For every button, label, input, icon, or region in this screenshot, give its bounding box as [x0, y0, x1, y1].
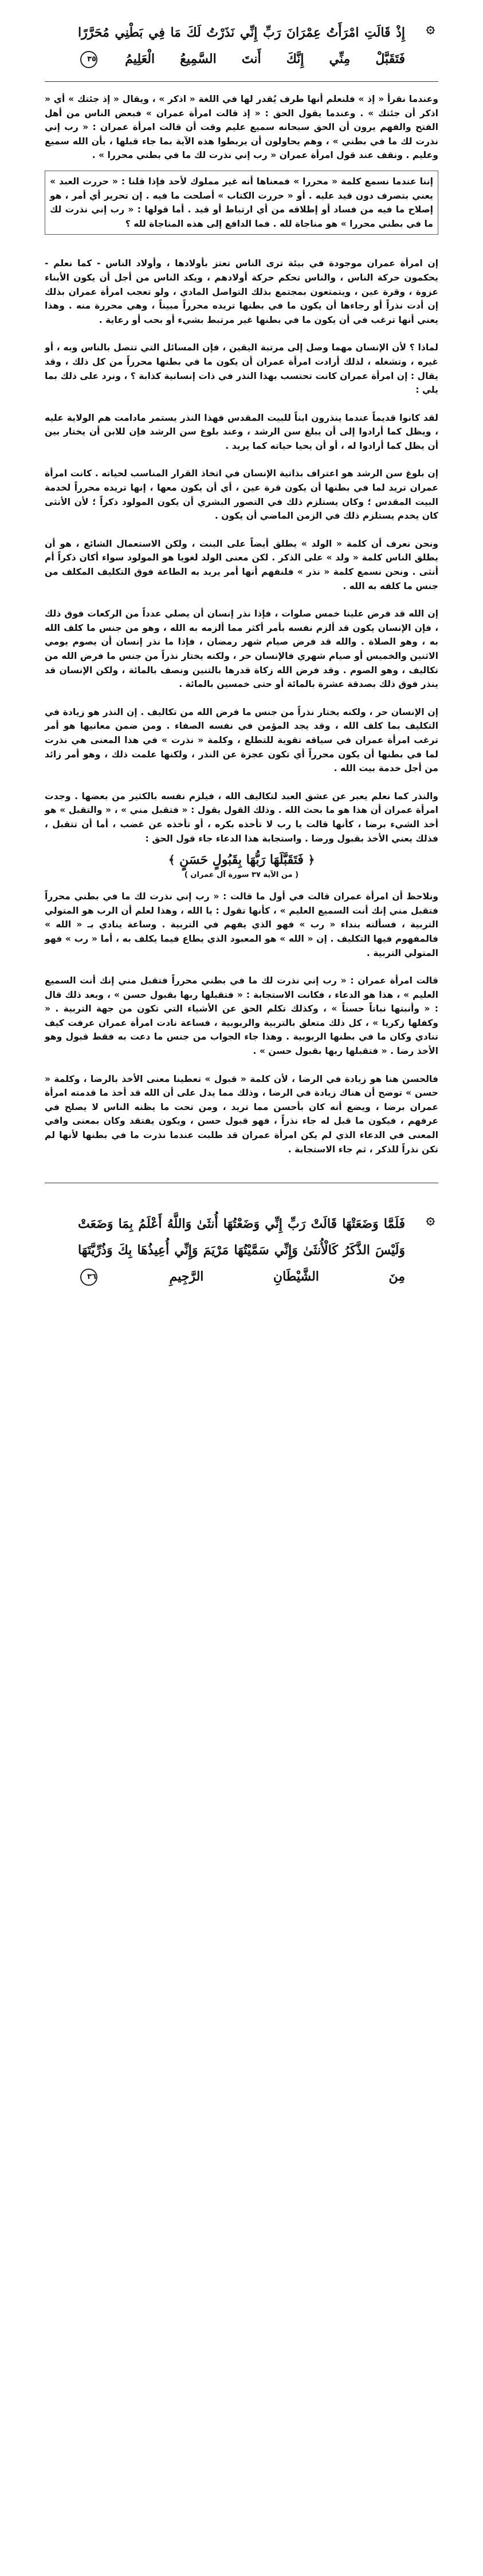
- paragraph: لقد كانوا قديماً عندما ينذرون ابناً للبيت المقدس فهذا النذر يستمر مادامت هم الولاية عليه ، ويظل كما أرادوا إلى أن يبلغ سن الرشد ، وعند بلوغ سن الرشد فإن للابن أن يختار بين أن يظل كما أرادوا له ، أو أن يحيا حياته كما يريد .: [45, 412, 438, 451]
- paragraph: قالت امرأة عمران : « رب إني نذرت لك ما في بطني محرراً فتقبل مني إنك أنت السميع العليم » ، هذا هو الدعاء ، فكانت الاستجابة : « فتقبلها ربها بقبول حسن » ، وبعد ذلك قال : « وأنبتها نباتاً حسناً » ، وكذلك تكلم الحق عن الأشياء التي تكون من جهة التربية . « وكفلها زكريا » ، كل ذلك متعلق بالتربية والربوبية ، فساعة نادت امرأة عمران عرفت كيف تنادي وكان ما في بطنها الربوبية . وهذا جاء الجواب من جنس ما دعت به فقط قبول وهو الأخذ رضا . « فتقبلها ربها بقبول حسن » .: [45, 975, 438, 1057]
- separator-line: [45, 81, 438, 82]
- verse-35-block: [45, 19, 438, 72]
- verse-text: فَلَمَّا وَضَعَتْهَا قَالَتْ رَبِّ إِنِّي وَضَعْتُهَا أُنثَىٰ وَاللَّهُ أَعْلَمُ بِمَا وَضَعَتْ وَلَيْسَ الذَّكَرُ كَالْأُنثَىٰ وَإِنِّي سَمَّيْتُهَا مَرْيَمَ وَإِنِّي أُعِيذُهَا بِكَ وَذُرِّيَّتَهَا مِنَ الشَّيْطَانِ الرَّجِيمِ: [78, 1216, 405, 1285]
- quoted-verse-text: فَتَقَبَّلَهَا رَبُّهَا بِقَبُولٍ حَسَنٍ: [179, 852, 304, 868]
- paragraph: والنذر كما نعلم يعبر عن عشق العبد لتكاليف الله ، فيلزم نفسه بالكثير من بعضها . وجدت امرأة عمران أن هذا هو ما بحث الله . وذلك القول يقول : « فتقبل مني » ، « والتقبل » هو أخذ الشيء برضا ، كأنها قالت يا رب لا تأخذه بكره ، أو تأخذه عن غضب ، أما أن تتقبل ، فذلك يعني الأخذ بقبول ورضا . واستجابة هذا الدعاء جاء قول الحق :: [45, 791, 438, 844]
- verse-reference: ( من الآية ٣٧ سورة آل عمران ): [184, 871, 299, 880]
- ornament-icon: ﴿: [308, 853, 315, 867]
- paragraph: إن امرأة عمران موجودة في بيئة ترى الناس تعتز بأولادها ، وأولاد الناس - كما نعلم - يحكمون حركة الناس ، والناس تحكم حركة أولادهم ، ويكد الناس من أجل أن يكون الأبناء عزوة ، وقرة عين ، ويتمتعون بمجتمع بذلك التواصل المادي ، ولو تعجب امرأة عمران بذلك إن أدت نذراً أو رجاءها أن يكون ما في بطنها تريده محرراً مبيناً ، وهي محررة منه . وهذا يعني أنها ترغب في أن يكون ما في بطنها غير مرتبط بشيء أو بحب أو رعاية .: [45, 258, 438, 325]
- paragraph: إننا عندما نسمع كلمة « محررا » فمعناها أنه غير مملوك لأحد فإذا قلنا : « حررت العبد » يعني بتصرف دون قيد عليه . أو « حررت الكتاب » أصلحت ما فيه . إن تحرير أي أمر ، هو إصلاح ما فيه من فساد أو إطلاقه من أي ارتباط أو قيد . أما قولها : « رب إني نذرت لك ما في بطني محررا » هو مناجاة لله . فما الدافع إلى هذه المناجاة لله ؟: [50, 176, 433, 229]
- ayah-number-badge: ٣٦: [80, 1269, 97, 1286]
- ornament-icon: ﴾: [168, 853, 175, 867]
- boxed-paragraph: [45, 171, 438, 235]
- verse-text: إِذْ قَالَتِ امْرَأَتُ عِمْرَانَ رَبِّ إِنِّي نَذَرْتُ لَكَ مَا فِي بَطْنِي مُحَرَّرًا فَتَقَبَّلْ مِنِّي إِنَّكَ أَنتَ السَّمِيعُ الْعَلِيمُ: [78, 25, 405, 66]
- paragraph: لماذا ؟ لأن الإنسان مهما وصل إلى مرتبة اليقين ، فإن المسائل التي تتصل بالناس وبه ، أو غيره ، وتشغله ، لذلك أرادت امرأة عمران أن يكون ما في بطنها محرراً من كل ذلك ، وقد يقال : إن امرأة عمران كانت تحتسب بهذا النذر في ذات إنسانية كذابة ؟ ، ونرد على ذلك بما يلي :: [45, 342, 438, 396]
- paragraph: فالحسن هنا هو زيادة في الرضا ، لأن كلمة « قبول » تعطينا معنى الأخذ بالرضا ، وكلمة « حسن » توضح أن هناك زيادة في الرضا ، وذلك مما يدل على أن الله قد أخذ ما قدمته امرأة عمران برضا ، ويضع أنه كان بأحسن مما تريد ، ومن تحت ما يظنه الناس لا يصلح في عرفهم ، فيكون ما قبل له جاء نذراً ، فهو قبول حسن ، ويكون يفتقد وكان بمعنى وافي المعنى في الدعاء الذي لم يكن امرأة عمران قد طلبت عندما نذرت ما في بطنها لأنها لم تكن نذراً للذكر ، ثم جاء الاستجابة .: [45, 1073, 438, 1155]
- quoted-verse: [45, 852, 438, 867]
- paragraph: ونحن نعرف أن كلمة « الولد » يطلق أيضاً على البنت ، ولكن الاستعمال الشائع ، هو أن يطلق الناس كلمة « ولد » على الذكر . لكن معنى الولد لغويا هو المولود سواء أكان ذكراً أم أنثى . ونحن نسمع كلمة « نذر » فلنفهم أنها أمر يريد به الطاعة فوق التكليف المكلف من جنس ما كلفه به الله .: [45, 538, 438, 591]
- ayah-number-badge: ٣٥: [80, 51, 97, 68]
- paragraph: ونلاحظ أن امرأة عمران قالت في أول ما قالت : « رب إني نذرت لك ما في بطني محرراً فتقبل مني إنك أنت السميع العليم » ، كأنها تقول : يا الله ، وهذا لعلم أن الرب هو المتولي التربية ، فسألته بنداء « رب » فهو الذي يفهم في التربية . وساعة ينادي بـ « الله » فالمفهوم فيها التكليف . إن « الله » هو المعبود الذي يطاع فيما يكلف به ، أما « رب » فهو المتولي التربية .: [45, 891, 438, 958]
- paragraph: وعندما نقرأ « إذ » فلنعلم أنها طرف يُقدر لها في اللغة « اذكر » ، ويقال « إذ جئتك » أي « اذكر أن جئتك » . وعندما يقول الحق : « إذ قالت امرأة عمران » فبعض الناس من أهل الفتح والفهم يرون أن الحق سبحانه سميع عليم وقت أن قالت امرأة عمران : « رب إني نذرت لك ما في بطني » ، وهم يحاولون أن يربطوا هذه الآية بما جاء قبلها ، بأن الله سميع وعليم . ونقف عند قول امرأة عمران « رب إني نذرت لك ما في بطني محررا » .: [45, 94, 438, 161]
- verse-36-block: [45, 1211, 438, 1290]
- ornament-icon: ۞: [426, 1211, 435, 1228]
- paragraph: إن الإنسان حر ، ولكنه يختار نذراً من جنس ما فرض الله من تكاليف . إن النذر هو زيادة في التكليف بما كلف الله ، وقد يجد المؤمن في نفسه الصفاء . ومن ضمن معانيها هو أمر ترغب امرأة عمران في سياقه تقوية للتطلع ، وكلمة « نذرت » في هذا المعنى هي نذرت لما في بطنها أن يكون محرراً أي تكون عجزة عن النذر ، ولكنها علمت ذلك ، وهو أمر زائد من أجل خدمة بيت الله .: [45, 706, 438, 774]
- paragraph: إن الله قد فرض علينا خمس صلوات ، فإذا نذر إنسان أن يصلي عدداً من الركعات فوق ذلك ، فإن الإنسان يكون قد ألزم نفسه بأمر أكثر مما ألزمه به الله ، وهو من جنس ما كلف الله به ، وهو الصلاة . والله قد فرض صيام شهر رمضان ، فإذا ما نذر إنسان أن يصوم يومي الاثنين والخميس أو صيام شهري فالإنسان حر ، ولكنه يختار نذراً من جنس ما فرض الله من تكاليف ، وهو الصوم . وقد فرض الله زكاة قدرها بالتنين ونصف بالمائة ، ولكن الإنسان قد ينذر فوق ذلك بصدقة عشرة بالمائة أو حتى خمسين بالمائة .: [45, 609, 438, 690]
- ornament-icon: ۞: [426, 19, 435, 37]
- paragraph: إن بلوغ سن الرشد هو اعتراف بذاتية الإنسان في اتخاذ القرار المناسب لحياته . كانت امرأة عمران تريد لما في بطنها أن يكون قرة عين ، أي أن يكون معها ، إنها تريده محرراً لخدمة البيت المقدس ؛ وكان يستلزم ذلك في التصور البشري أن يكون المولود ذكراً ؛ لأن الأنثى كان يخدم يستلزم ذلك في الزمن الماضي أن يكون .: [45, 468, 438, 521]
